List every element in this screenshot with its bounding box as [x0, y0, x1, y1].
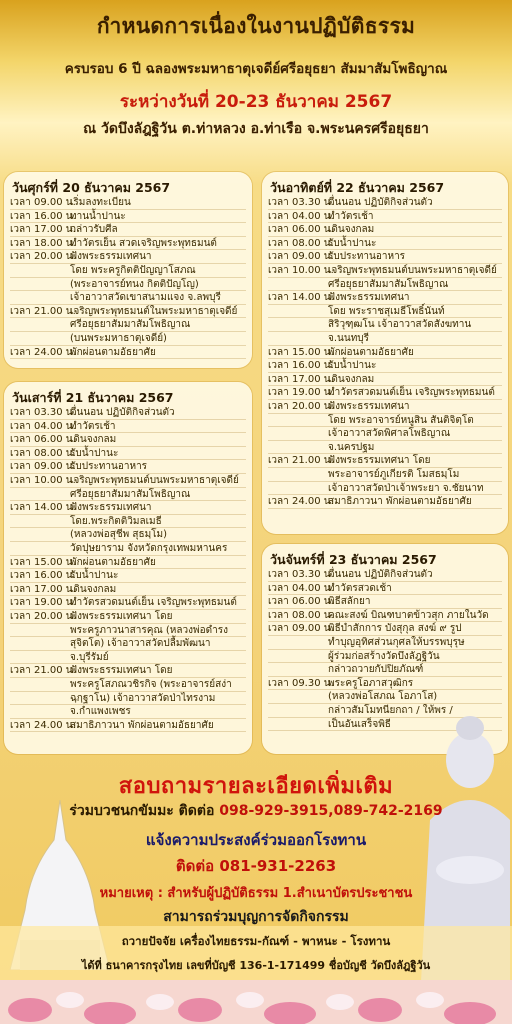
- schedule-event: สุจิตโต) เจ้าอาวาสวัดปลื้มพัฒนา: [70, 638, 211, 650]
- page-subtitle: ครบรอบ 6 ปี ฉลองพระมหาธาตุเจดีย์ศรีอยุธยา สัมมาสัมโพธิญาณ: [64, 61, 448, 77]
- schedule-time: เวลา 09.00 น.: [268, 623, 334, 635]
- schedule-event: วัดปุษยาราม จังหวัดกรุงเทพมหานคร: [70, 543, 228, 554]
- schedule-event: พิธีสลักยา: [328, 596, 371, 608]
- schedule-row: [10, 237, 248, 250]
- schedule-time: เวลา 24.00 น.: [268, 496, 334, 508]
- schedule-event: จ.นครปฐม: [328, 441, 375, 453]
- schedule-event: สิริวุฑฺฒโน เจ้าอาวาสวัดสังฆทาน: [328, 319, 472, 331]
- schedule-row: [268, 441, 504, 454]
- schedule-row: [10, 278, 248, 291]
- schedule-row: [10, 250, 248, 263]
- schedule-row: [268, 291, 504, 304]
- day-schedule-fri: [4, 172, 252, 368]
- schedule-row: [10, 637, 248, 650]
- schedule-event: เจริญพระพุทธมนต์บนพระมหาธาตุเจดีย์: [70, 475, 239, 486]
- lotus-flowers-icon: [0, 980, 512, 1024]
- schedule-event: ศรีอยุธยาสัมมาสัมโพธิญาณ: [70, 488, 191, 500]
- schedule-row: [10, 346, 248, 359]
- schedule-event: จ.บุรีรัมย์: [70, 651, 109, 663]
- bank-account: ได้ที่ ธนาคารกรุงไทย เลขที่บัญชี 136-1-171499 ชื่อบัญชี วัดบึงลัฎฐิวัน: [81, 959, 431, 972]
- schedule-event: เป็นอันเสร็จพิธี: [328, 718, 391, 730]
- schedule-event: รับประทานอาหาร: [328, 251, 406, 263]
- schedule-row: [268, 210, 504, 223]
- schedule-row: [10, 196, 248, 209]
- schedule-row: [10, 692, 248, 705]
- page-footer: [0, 760, 512, 1024]
- ordination-phones: 098-929-3915,089-742-2169: [219, 803, 443, 819]
- schedule-event: พระครูโอภาสวุฒิกร: [328, 677, 414, 689]
- schedule-event: เดินจงกลม: [70, 583, 117, 595]
- schedule-time: เวลา 03.30 น.: [268, 197, 334, 208]
- schedule-time: เวลา 16.00 น.: [268, 360, 334, 372]
- schedule-event: คณะสงฆ์ บิณฑบาตข้าวสุก ภายในวัด: [328, 609, 489, 621]
- schedule-row: [10, 460, 248, 473]
- schedule-event: โดย.พระกิตติวิมลเมธี: [70, 515, 162, 527]
- schedule-event: ตื่นนอน ปฏิบัติกิจส่วนตัว: [328, 197, 433, 208]
- alms-contact: ติดต่อ 081-931-2263: [175, 857, 337, 875]
- schedule-event: ฟังพระธรรมเทศนา โดย: [328, 455, 431, 467]
- schedule-time: เวลา 17.00 น.: [268, 373, 334, 385]
- schedule-time: เวลา 16.00 น.: [10, 210, 76, 222]
- schedule-time: เวลา 21.00 น.: [268, 455, 334, 467]
- row-divider: [10, 358, 246, 359]
- schedule-time: เวลา 19.00 น.: [10, 597, 76, 609]
- schedule-event: ฟังพระธรรมเทศนา โดย: [70, 665, 173, 677]
- schedule-event: พักผ่อนตามอัธยาศัย: [70, 556, 156, 568]
- day-schedule-sat: [4, 382, 252, 754]
- schedule-event: ฉฺกฺฐาโน) เจ้าอาวาสวัดป่าไทรงาม: [70, 692, 216, 704]
- schedule-event: รับน้ำปานะ: [328, 237, 377, 249]
- schedule-row: [268, 223, 504, 236]
- schedule-row: [10, 705, 248, 718]
- schedule-event: รับน้ำปานะ: [328, 360, 377, 372]
- schedule-row: [268, 650, 504, 663]
- schedule-event: กล่าวสัมโมทนียกถา / ให้พร /: [328, 705, 453, 716]
- schedule-row: [10, 528, 248, 541]
- row-divider: [10, 731, 246, 732]
- schedule-row: [268, 332, 504, 345]
- schedule-event: ทำวัตรเช้า: [328, 210, 374, 222]
- row-divider: [268, 508, 502, 509]
- schedule-event: ทำวัตรสวดมนต์เย็น เจริญพระพุทธมนต์: [328, 387, 495, 399]
- schedule-time: เวลา 08.00 น.: [268, 609, 334, 621]
- schedule-time: เวลา 18.00 น.: [10, 237, 76, 249]
- schedule-row: [10, 332, 248, 345]
- schedule-row: [10, 305, 248, 318]
- schedule-time: เวลา 20.00 น.: [10, 611, 76, 622]
- schedule-event: ศรีอยุธยาสัมมาสัมโพธิญาณ: [328, 278, 449, 290]
- schedule-time: เวลา 17.00 น.: [10, 583, 76, 595]
- schedule-event: ฟังพระธรรมเทศนา: [328, 292, 410, 304]
- schedule-event: เดินจงกลม: [328, 224, 375, 236]
- schedule-event: เจ้าอาวาสวัดเขาสนามแจง จ.ลพบุรี: [70, 292, 221, 304]
- schedule-row: [10, 556, 248, 569]
- schedule-event: จ.กำแพงเพชร: [70, 706, 131, 718]
- schedule-row: [268, 318, 504, 331]
- schedule-row: [10, 610, 248, 623]
- schedule-row: [10, 264, 248, 277]
- schedule-event: เจ้าอาวาสวัดป่าเจ้าพระยา จ.ชัยนาท: [328, 482, 484, 494]
- schedule-event: เดินจงกลม: [328, 373, 375, 385]
- schedule-event: โดย พระอาจารย์หนูสิน สันติจิตฺโต: [328, 414, 474, 426]
- schedule-row: [268, 400, 504, 413]
- schedule-row: [268, 359, 504, 372]
- schedule-row: [10, 474, 248, 487]
- schedule-time: เวลา 24.00 น.: [10, 346, 76, 358]
- schedule-row: [268, 237, 504, 250]
- schedule-row: [10, 583, 248, 596]
- schedule-event: รับน้ำปานะ: [70, 570, 119, 582]
- schedule-row: [268, 677, 504, 690]
- schedule-time: เวลา 20.00 น.: [10, 251, 76, 263]
- schedule-row: [268, 264, 504, 277]
- schedule-event: ศรีอยุธยาสัมมาสัมโพธิญาณ: [70, 319, 191, 331]
- schedule-event: รับประทานอาหาร: [70, 461, 148, 473]
- schedule-event: สมาธิภาวนา พักผ่อนตามอัธยาศัย: [70, 719, 214, 731]
- schedule-row: [268, 427, 504, 440]
- schedule-row: [10, 501, 248, 514]
- schedule-row: [268, 482, 504, 495]
- schedule-time: เวลา 24.00 น.: [10, 719, 76, 731]
- schedule-row: [268, 414, 504, 427]
- schedule-time: เวลา 04.00 น.: [10, 420, 76, 432]
- merit-heading: สามารถร่วมบุญการจัดกิจกรรม: [163, 909, 349, 925]
- schedule-row: [10, 210, 248, 223]
- schedule-time: เวลา 03.30 น.: [10, 407, 76, 418]
- schedule-time: เวลา 09.00 น.: [10, 461, 76, 473]
- schedule-event: สมาธิภาวนา พักผ่อนตามอัธยาศัย: [328, 496, 472, 508]
- schedule-time: เวลา 17.00 น.: [10, 224, 76, 236]
- schedule-time: เวลา 15.00 น.: [268, 346, 334, 358]
- schedule-time: เวลา 09.00 น.: [10, 197, 76, 208]
- schedule-row: [10, 664, 248, 677]
- schedule-event: (บนพระมหาธาตุเจดีย์): [70, 333, 167, 344]
- schedule-event: พระครูภาวนาสารคุณ (หลวงพ่อดำรง: [70, 624, 228, 636]
- schedule-time: เวลา 08.00 น.: [268, 237, 334, 249]
- schedule-time: เวลา 14.00 น.: [268, 292, 334, 304]
- schedule-row: [10, 719, 248, 732]
- schedule-time: เวลา 03.30 น.: [268, 569, 334, 580]
- schedule-time: เวลา 08.00 น.: [10, 447, 76, 459]
- schedule-row: [268, 609, 504, 622]
- schedule-event: จ.นนทบุรี: [328, 333, 370, 344]
- schedule-time: เวลา 20.00 น.: [268, 401, 334, 412]
- remark: หมายเหตุ : สำหรับผู้ปฏิบัติธรรม 1.สำเนาบัตรประชาชน: [99, 886, 413, 901]
- schedule-event: ฟังพระธรรมเทศนา: [70, 251, 152, 263]
- schedule-time: เวลา 14.00 น.: [10, 502, 76, 514]
- schedule-row: [268, 305, 504, 318]
- schedule-row: [268, 663, 504, 676]
- schedule-row: [268, 495, 504, 508]
- schedule-time: เวลา 21.00 น.: [10, 665, 76, 677]
- schedule-time: เวลา 19.00 น.: [268, 387, 334, 399]
- schedule-event: ทานน้ำปานะ: [70, 210, 126, 222]
- schedule-time: เวลา 09.30 น.: [268, 677, 334, 689]
- schedule-row: [268, 386, 504, 399]
- schedule-event: ทำวัตรเย็น สวดเจริญพระพุทธมนต์: [70, 237, 217, 249]
- schedule-event: ทำวัตรสวดมนต์เย็น เจริญพระพุทธมนต์: [70, 597, 237, 609]
- schedule-row: [268, 568, 504, 581]
- schedule-event: พระครูโสภณวชิรกิจ (พระอาจารย์สง่า: [70, 679, 232, 690]
- schedule-time: เวลา 06.00 น.: [10, 434, 76, 446]
- ordination-contact: [10, 800, 502, 822]
- alms-notice: แจ้งความประสงค์ร่วมออกโรงทาน: [145, 831, 367, 849]
- schedule-event: กล่าวรับศีล: [70, 224, 118, 236]
- schedule-event: ฟังพระธรรมเทศนา: [328, 401, 410, 412]
- schedule-row: [268, 454, 504, 467]
- schedule-row: [10, 596, 248, 609]
- schedule-row: [10, 651, 248, 664]
- schedule-row: [268, 250, 504, 263]
- schedule-time: เวลา 10.00 น.: [10, 475, 76, 486]
- schedule-event: ทำวัตรเช้า: [70, 420, 116, 432]
- schedule-row: [10, 406, 248, 419]
- schedule-row: [10, 542, 248, 555]
- event-location: ณ วัดบึงลัฎฐิวัน ต.ท่าหลวง อ.ท่าเรือ จ.พระนครศรีอยุธยา: [83, 121, 429, 137]
- inquire-heading: สอบถามรายละเอียดเพิ่มเติม: [118, 774, 394, 799]
- schedule-time: เวลา 16.00 น.: [10, 570, 76, 582]
- schedule-row: [10, 488, 248, 501]
- schedule-event: ฟังพระธรรมเทศนา โดย: [70, 611, 173, 622]
- schedule-row: [268, 636, 504, 649]
- schedule-row: [268, 278, 504, 291]
- schedule-time: เวลา 06.00 น.: [268, 224, 334, 236]
- schedule-row: [10, 624, 248, 637]
- schedule-row: [268, 582, 504, 595]
- schedule-event: เจ้าอาวาสวัดพิศาลโพธิญาณ: [328, 428, 451, 440]
- schedule-event: เจริญพระพุทธมนต์ในพระมหาธาตุเจดีย์: [70, 305, 238, 317]
- schedule-row: [10, 318, 248, 331]
- schedule-time: เวลา 06.00 น.: [268, 596, 334, 608]
- schedule-row: [10, 291, 248, 304]
- day-date: วันจันทร์ที่ 23 ธันวาคม 2567: [270, 552, 437, 567]
- schedule-row: [10, 515, 248, 528]
- schedule-event: ตื่นนอน ปฏิบัติกิจส่วนตัว: [70, 407, 175, 418]
- day-date: วันอาทิตย์ที่ 22 ธันวาคม 2567: [270, 180, 445, 195]
- schedule-event: พักผ่อนตามอัธยาศัย: [70, 346, 156, 358]
- schedule-time: เวลา 09.00 น.: [268, 251, 334, 263]
- schedule-row: [268, 346, 504, 359]
- schedule-row: [268, 373, 504, 386]
- day-schedule-sun: [262, 172, 508, 534]
- schedule-event: (หลวงพ่อโสภณ โอภาโส): [328, 691, 438, 703]
- schedule-row: [10, 678, 248, 691]
- schedule-event: ทำวัตรสวดเช้า: [328, 582, 392, 594]
- schedule-event: โดย พระครูกิตติปัญญาโสภณ: [70, 265, 196, 276]
- schedule-event: โดย พระราชสุเมธีโพธิ์นันท์: [328, 305, 445, 317]
- schedule-row: [10, 420, 248, 433]
- page-title: กำหนดการเนื่องในงานปฏิบัติธรรม: [96, 14, 416, 38]
- schedule-event: รับน้ำปานะ: [70, 447, 119, 459]
- schedule-event: พระอาจารย์ภูเกียรติ โมสธมฺโม: [328, 469, 460, 480]
- schedule-event: กล่าวถวายกัปปิยภัณฑ์: [328, 664, 424, 676]
- schedule-time: เวลา 04.00 น.: [268, 582, 334, 594]
- schedule-event: ผู้ร่วมก่อสร้างวัดบึงลัฎฐิวัน: [328, 650, 440, 662]
- schedule-event: เจริญพระพุทธมนต์บนพระมหาธาตุเจดีย์: [328, 265, 497, 276]
- schedule-row: [10, 433, 248, 446]
- schedule-event: ฟังพระธรรมเทศนา: [70, 502, 152, 514]
- schedule-row: [268, 595, 504, 608]
- schedule-event: ตื่นนอน ปฏิบัติกิจส่วนตัว: [328, 569, 433, 580]
- schedule-row: [268, 468, 504, 481]
- schedule-row: [268, 196, 504, 209]
- offering-types: ถวายปัจจัย เครื่องไทยธรรม-กัณฑ์ - พาหนะ - โรงทาน: [121, 934, 391, 948]
- schedule-time: เวลา 04.00 น.: [268, 210, 334, 222]
- page-header: [0, 0, 512, 150]
- schedule-event: พักผ่อนตามอัธยาศัย: [328, 346, 414, 358]
- schedule-event: ทำบุญอุทิศส่วนกุศลให้บรรพบุรุษ: [328, 637, 465, 648]
- schedule-row: [10, 223, 248, 236]
- schedule-time: เวลา 15.00 น.: [10, 556, 76, 568]
- schedule-event: เริ่มลงทะเบียน: [70, 197, 131, 208]
- schedule-event: (หลวงพ่อสุชีพ สุธมฺโม): [70, 529, 168, 541]
- day-date: วันเสาร์ที่ 21 ธันวาคม 2567: [12, 390, 174, 405]
- ordination-contact-label: ร่วมบวชนกขัมมะ ติดต่อ: [69, 803, 215, 819]
- schedule-row: [10, 569, 248, 582]
- schedule-event: พิธีบำสักการ บังสุกุล สงฆ์ ๙ รูป: [328, 623, 462, 635]
- schedule-row: [268, 622, 504, 635]
- day-date: วันศุกร์ที่ 20 ธันวาคม 2567: [12, 180, 171, 195]
- schedule-row: [10, 447, 248, 460]
- event-dates: ระหว่างวันที่ 20-23 ธันวาคม 2567: [119, 92, 393, 112]
- schedule-event: (พระอาจารย์ทนง กิตติปัญโญ): [70, 278, 199, 290]
- schedule-time: เวลา 21.00 น.: [10, 305, 76, 317]
- schedule-time: เวลา 10.00 น.: [268, 265, 334, 276]
- schedule-event: เดินจงกลม: [70, 434, 117, 446]
